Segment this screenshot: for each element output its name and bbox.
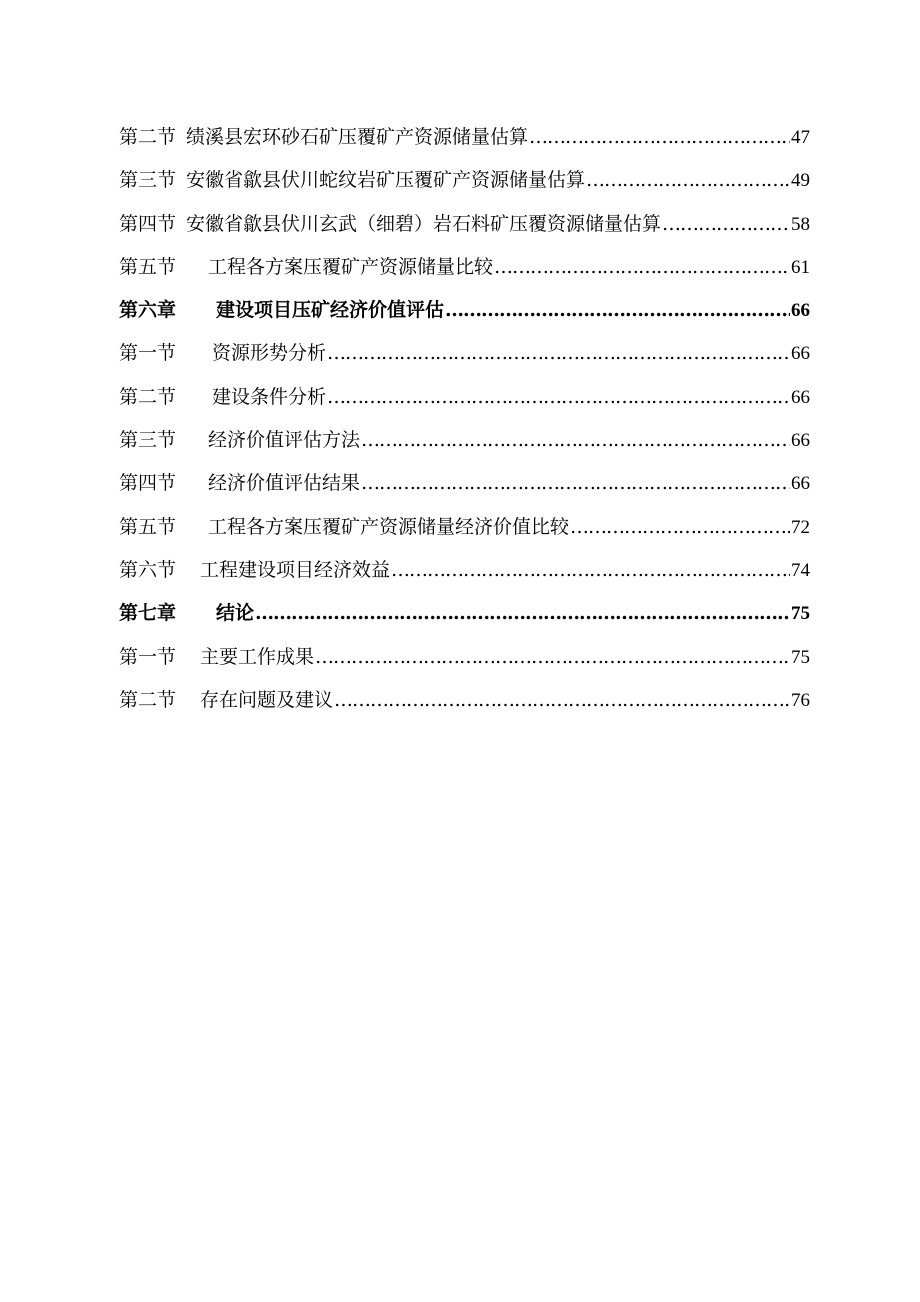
toc-page-number: 66 — [791, 386, 810, 408]
toc-page-number: 74 — [791, 559, 810, 581]
toc-dot-leader — [570, 506, 790, 549]
toc-entry-title: 工程各方案压覆矿产资源储量经济价值比较 — [208, 515, 570, 538]
toc-entry-number: 第三节 — [119, 169, 177, 192]
toc-page-number: 47 — [791, 127, 810, 148]
toc-dot-leader — [445, 289, 790, 332]
toc-entry-title: 安徽省歙县伏川玄武（细碧）岩石料矿压覆资源储量估算 — [186, 212, 662, 235]
toc-entry-title: 主要工作成果 — [200, 645, 315, 668]
toc-dot-leader — [327, 376, 790, 419]
toc-dot-leader — [255, 592, 790, 635]
toc-dot-leader — [327, 332, 790, 375]
toc-dot-leader — [334, 679, 790, 722]
toc-entry-number: 第四节 — [119, 472, 177, 495]
toc-entry[interactable] — [119, 246, 810, 289]
toc-entry[interactable] — [119, 549, 810, 592]
toc-entry[interactable] — [119, 462, 810, 505]
toc-entry-number: 第二节 — [119, 385, 177, 408]
toc-entry[interactable] — [119, 332, 810, 375]
toc-entry-title: 工程建设项目经济效益 — [200, 558, 391, 581]
toc-entry[interactable] — [119, 419, 810, 462]
toc-entry-number: 第二节 — [119, 688, 177, 711]
toc-entry[interactable] — [119, 116, 810, 159]
toc-dot-leader — [315, 636, 790, 679]
toc-page-number: 49 — [791, 170, 810, 192]
toc-dot-leader — [494, 246, 790, 289]
toc-entry-number: 第六章 — [119, 299, 177, 322]
toc-entry-number: 第一节 — [119, 645, 177, 668]
toc-chapter-entry[interactable] — [119, 289, 810, 332]
toc-entry-title: 建设项目压矿经济价值评估 — [216, 299, 445, 322]
toc-page-number: 61 — [791, 256, 810, 278]
toc-entry-title: 建设条件分析 — [212, 385, 327, 408]
toc-page-number: 66 — [791, 430, 810, 452]
toc-entry[interactable] — [119, 159, 810, 202]
toc-entry[interactable] — [119, 376, 810, 419]
toc-page-number: 72 — [791, 516, 810, 538]
toc-entry[interactable] — [119, 679, 810, 722]
toc-entry-title: 结论 — [216, 602, 255, 625]
toc-entry-number: 第四节 — [119, 212, 177, 235]
toc-page-number: 75 — [791, 603, 810, 625]
toc-entry-title: 资源形势分析 — [212, 342, 327, 365]
toc-entry-number: 第六节 — [119, 558, 177, 581]
toc-page-number: 66 — [791, 473, 810, 495]
toc-entry-number: 第五节 — [119, 255, 177, 278]
toc-page-number: 58 — [791, 213, 810, 235]
toc-entry-number: 第七章 — [119, 602, 177, 625]
toc-page-number: 75 — [791, 646, 810, 668]
toc-dot-leader — [586, 159, 790, 202]
toc-dot-leader — [529, 116, 790, 159]
toc-dot-leader — [662, 203, 790, 246]
toc-entry[interactable] — [119, 506, 810, 549]
toc-dot-leader — [361, 419, 790, 462]
toc-page-number: 66 — [791, 343, 810, 365]
table-of-contents — [119, 116, 810, 722]
toc-entry-title: 安徽省歙县伏川蛇纹岩矿压覆矿产资源储量估算 — [186, 169, 586, 192]
toc-chapter-entry[interactable] — [119, 592, 810, 635]
toc-entry-title: 工程各方案压覆矿产资源储量比较 — [208, 255, 494, 278]
toc-page-number: 66 — [791, 300, 810, 322]
toc-entry-number: 第二节 — [119, 126, 177, 148]
toc-entry-number: 第三节 — [119, 429, 177, 452]
toc-dot-leader — [391, 549, 790, 592]
toc-entry-title: 存在问题及建议 — [200, 688, 334, 711]
toc-page-number: 76 — [791, 689, 810, 711]
toc-entry-title: 经济价值评估结果 — [208, 472, 361, 495]
toc-entry-number: 第一节 — [119, 342, 177, 365]
toc-entry[interactable] — [119, 203, 810, 246]
toc-entry[interactable] — [119, 636, 810, 679]
toc-entry-title: 绩溪县宏环砂石矿压覆矿产资源储量估算 — [186, 126, 529, 148]
toc-entry-number: 第五节 — [119, 515, 177, 538]
toc-entry-title: 经济价值评估方法 — [208, 429, 361, 452]
toc-dot-leader — [361, 462, 790, 505]
